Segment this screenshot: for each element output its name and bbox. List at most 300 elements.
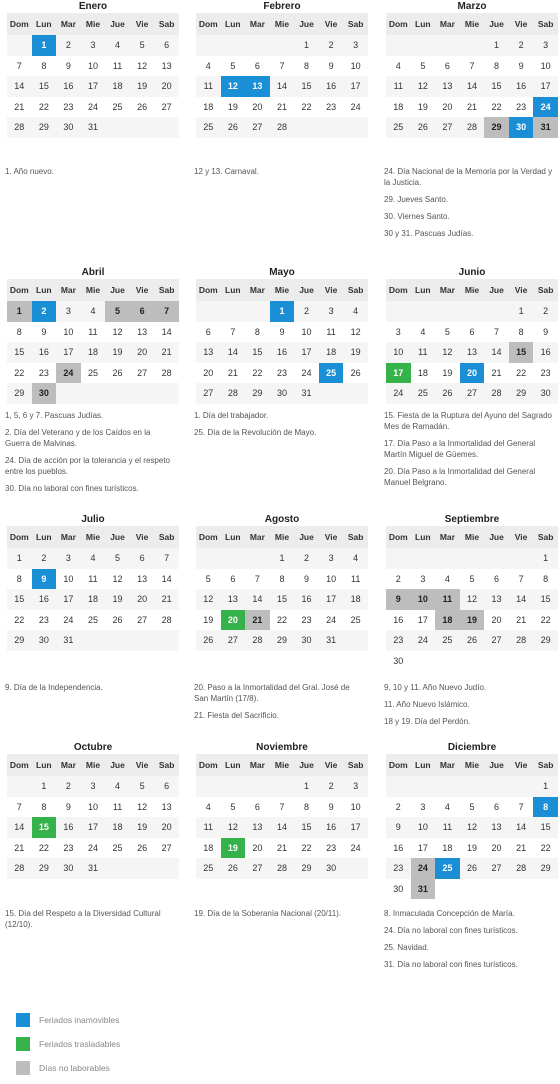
day-cell: 11: [442, 822, 453, 833]
day-cell: 9: [543, 326, 549, 337]
day-cell: 17: [417, 614, 428, 625]
day-cell: 27: [161, 842, 172, 853]
weekday-header: [7, 526, 179, 548]
week-row: [196, 569, 368, 590]
weekday-label: Vie: [514, 19, 528, 29]
weekday-label: Vie: [324, 532, 338, 542]
day-cell: 21: [245, 610, 270, 631]
weekday-label: Vie: [514, 760, 528, 770]
empty-cell: [245, 776, 270, 797]
empty-cell: [130, 858, 155, 879]
month-title: Julio: [81, 514, 105, 525]
day-cell: 9: [32, 569, 57, 590]
empty-cell: [105, 630, 130, 651]
weekday-label: Dom: [388, 760, 408, 770]
month-grid: [196, 279, 368, 404]
weekday-label: Sab: [158, 760, 175, 770]
day-cell: 27: [227, 635, 238, 646]
weekday-label: Lun: [225, 19, 241, 29]
day-cell: 21: [14, 101, 25, 112]
day-cell: 12: [466, 594, 477, 605]
week-row: [386, 76, 558, 97]
weekday-label: Sab: [158, 285, 175, 295]
empty-cell: [460, 548, 485, 569]
day-cell: 21: [491, 367, 502, 378]
empty-cell: [56, 383, 81, 404]
day-cell: 18: [112, 81, 123, 92]
day-cell: 6: [164, 781, 170, 792]
day-cell: 3: [90, 781, 96, 792]
week-row: [386, 548, 558, 569]
empty-cell: [386, 776, 411, 797]
empty-cell: [196, 301, 221, 322]
weekday-label: Dom: [388, 285, 408, 295]
day-cell: 1: [543, 781, 549, 792]
day-cell: 28: [161, 614, 172, 625]
month-notes: [5, 166, 177, 183]
day-cell: 13: [466, 347, 477, 358]
day-cell: 23: [38, 367, 49, 378]
empty-cell: [221, 776, 246, 797]
week-row: [386, 589, 558, 610]
day-cell: 18: [350, 594, 361, 605]
day-cell: 14: [14, 81, 25, 92]
week-row: [196, 776, 368, 797]
day-cell: 30: [393, 655, 404, 666]
day-cell: 11: [88, 326, 98, 337]
day-cell: 8: [533, 797, 558, 818]
day-cell: 23: [540, 367, 551, 378]
day-cell: 5: [139, 781, 145, 792]
empty-cell: [319, 117, 344, 138]
month-grid: [7, 279, 179, 404]
holiday-note: 17. Día Paso a la Inmortalidad del General Martín Miguel de Güemes.: [384, 439, 536, 459]
weekday-label: Dom: [9, 19, 29, 29]
day-cell: 10: [87, 60, 98, 71]
weekday-label: Lun: [415, 532, 431, 542]
day-cell: 8: [16, 573, 22, 584]
day-cell: 24: [87, 101, 98, 112]
month-septiembre: [386, 513, 558, 671]
day-cell: 22: [38, 101, 49, 112]
week-row: [7, 383, 179, 404]
weekday-label: Mar: [439, 285, 455, 295]
month-notes: [194, 908, 366, 925]
day-cell: 3: [65, 306, 71, 317]
day-cell: 6: [254, 60, 260, 71]
day-cell: 13: [203, 347, 214, 358]
week-row: [7, 363, 179, 384]
day-cell: 22: [14, 367, 25, 378]
month-febrero: [196, 0, 368, 138]
week-row: [196, 838, 368, 859]
day-cell: 9: [386, 589, 411, 610]
day-cell: 4: [420, 326, 426, 337]
day-cell: 14: [516, 822, 527, 833]
week-row: [196, 383, 368, 404]
day-cell: 24: [417, 635, 428, 646]
week-row: [196, 630, 368, 651]
day-cell: 8: [41, 60, 47, 71]
holiday-note: 29. Jueves Santo.: [384, 195, 449, 204]
week-row: [196, 858, 368, 879]
day-cell: 24: [411, 858, 436, 879]
weekday-label: Mar: [249, 532, 265, 542]
day-cell: 7: [469, 60, 475, 71]
weekday-label: Lun: [225, 760, 241, 770]
month-notes: [384, 682, 556, 733]
day-cell: 19: [203, 614, 214, 625]
day-cell: 10: [63, 326, 74, 337]
day-cell: 22: [38, 842, 49, 853]
day-cell: 8: [16, 326, 22, 337]
day-cell: 4: [205, 60, 211, 71]
week-row: [196, 363, 368, 384]
day-cell: 27: [442, 122, 453, 133]
empty-cell: [154, 858, 179, 879]
week-row: [7, 630, 179, 651]
month-notes: [5, 410, 177, 500]
day-cell: 28: [161, 367, 172, 378]
weekday-label: Mar: [60, 760, 76, 770]
legend-label: Días no laborables: [39, 1063, 110, 1073]
day-cell: 11: [88, 573, 98, 584]
empty-cell: [484, 548, 509, 569]
day-cell: 30: [301, 635, 312, 646]
weekday-label: Mie: [464, 760, 480, 770]
week-row: [386, 363, 558, 384]
empty-cell: [509, 651, 534, 672]
day-cell: 22: [540, 842, 551, 853]
day-cell: 31: [301, 388, 312, 399]
day-cell: 7: [254, 573, 260, 584]
day-cell: 30: [63, 863, 74, 874]
day-cell: 27: [137, 614, 148, 625]
weekday-label: Sab: [347, 760, 364, 770]
day-cell: 29: [516, 388, 527, 399]
day-cell: 26: [137, 101, 148, 112]
week-row: [196, 610, 368, 631]
day-cell: 19: [112, 594, 123, 605]
day-cell: 25: [87, 614, 98, 625]
day-cell: 16: [38, 347, 49, 358]
day-cell: 26: [112, 614, 123, 625]
month-title: Abril: [81, 267, 105, 278]
weekday-label: Mie: [85, 532, 101, 542]
week-row: [386, 817, 558, 838]
weekday-label: Dom: [198, 760, 218, 770]
day-cell: 19: [442, 367, 453, 378]
day-cell: 12: [350, 326, 361, 337]
empty-cell: [221, 301, 246, 322]
day-cell: 13: [491, 822, 502, 833]
day-cell: 19: [137, 81, 148, 92]
day-cell: 14: [466, 81, 477, 92]
day-cell: 12: [203, 594, 214, 605]
day-cell: 28: [276, 122, 287, 133]
day-cell: 4: [115, 40, 121, 51]
empty-cell: [509, 879, 534, 900]
day-cell: 25: [87, 367, 98, 378]
day-cell: 16: [326, 822, 337, 833]
day-cell: 2: [518, 40, 524, 51]
day-cell: 7: [494, 326, 500, 337]
day-cell: 4: [444, 573, 450, 584]
weekday-label: Jue: [299, 760, 314, 770]
month-grid: [386, 13, 558, 138]
week-row: [386, 383, 558, 404]
weekday-label: Dom: [198, 532, 218, 542]
day-cell: 10: [87, 801, 98, 812]
day-cell: 20: [161, 81, 172, 92]
day-cell: 3: [543, 40, 549, 51]
day-cell: 6: [130, 301, 155, 322]
day-cell: 4: [205, 801, 211, 812]
day-cell: 15: [301, 81, 312, 92]
empty-cell: [319, 383, 344, 404]
month-title: Junio: [458, 267, 486, 278]
month-mayo: [196, 266, 368, 404]
weekday-label: Lun: [36, 532, 52, 542]
week-row: [7, 838, 179, 859]
empty-cell: [196, 776, 221, 797]
day-cell: 3: [328, 306, 334, 317]
week-row: [386, 569, 558, 590]
day-cell: 28: [491, 388, 502, 399]
weekday-header: [386, 754, 558, 776]
day-cell: 4: [353, 553, 359, 564]
day-cell: 30: [32, 383, 57, 404]
day-cell: 1: [41, 781, 47, 792]
day-cell: 1: [304, 781, 310, 792]
day-cell: 16: [63, 81, 74, 92]
weekday-label: Sab: [347, 285, 364, 295]
day-cell: 9: [518, 60, 524, 71]
empty-cell: [294, 117, 319, 138]
day-cell: 1: [270, 301, 295, 322]
empty-cell: [105, 117, 130, 138]
weekday-label: Mie: [274, 532, 290, 542]
day-cell: 15: [276, 594, 287, 605]
weekday-label: Vie: [135, 532, 149, 542]
holiday-note: 30 y 31. Pascuas Judías.: [384, 229, 474, 238]
day-cell: 14: [227, 347, 238, 358]
month-marzo: [386, 0, 558, 138]
empty-cell: [81, 630, 106, 651]
day-cell: 16: [301, 594, 312, 605]
legend-label: Feriados trasladables: [39, 1039, 121, 1049]
day-cell: 27: [491, 635, 502, 646]
day-cell: 14: [161, 326, 172, 337]
legend-swatch-green: [16, 1037, 30, 1051]
holiday-note: 31. Día no laboral con fines turísticos.: [384, 960, 518, 969]
week-row: [386, 301, 558, 322]
holiday-note: 19. Día de la Soberanía Nacional (20/11).: [194, 909, 342, 918]
day-cell: 21: [227, 367, 238, 378]
day-cell: 25: [417, 388, 428, 399]
day-cell: 2: [304, 306, 310, 317]
day-cell: 4: [353, 306, 359, 317]
day-cell: 16: [393, 614, 404, 625]
holiday-note: 21. Fiesta del Sacrificio.: [194, 711, 279, 720]
day-cell: 20: [491, 842, 502, 853]
weekday-label: Jue: [110, 760, 125, 770]
weekday-label: Mar: [439, 19, 455, 29]
day-cell: 14: [14, 822, 25, 833]
day-cell: 20: [442, 101, 453, 112]
day-cell: 15: [252, 347, 263, 358]
day-cell: 16: [38, 594, 49, 605]
day-cell: 23: [516, 101, 527, 112]
weekday-header: [386, 279, 558, 301]
day-cell: 17: [301, 347, 312, 358]
day-cell: 24: [301, 367, 312, 378]
day-cell: 8: [279, 573, 285, 584]
day-cell: 17: [386, 363, 411, 384]
month-title: Noviembre: [256, 742, 308, 753]
day-cell: 29: [276, 635, 287, 646]
month-title: Octubre: [73, 742, 113, 753]
empty-cell: [435, 651, 460, 672]
empty-cell: [435, 301, 460, 322]
day-cell: 25: [319, 363, 344, 384]
day-cell: 17: [326, 594, 337, 605]
day-cell: 17: [350, 81, 361, 92]
day-cell: 24: [63, 614, 74, 625]
day-cell: 2: [41, 553, 47, 564]
day-cell: 26: [466, 635, 477, 646]
weekday-label: Mar: [60, 532, 76, 542]
empty-cell: [509, 776, 534, 797]
day-cell: 4: [90, 553, 96, 564]
day-cell: 12: [137, 60, 148, 71]
weekday-label: Mar: [249, 19, 265, 29]
day-cell: 11: [203, 822, 213, 833]
day-cell: 4: [444, 801, 450, 812]
weekday-header: [196, 526, 368, 548]
day-cell: 8: [494, 60, 500, 71]
week-row: [7, 548, 179, 569]
empty-cell: [7, 35, 32, 56]
weekday-header: [386, 526, 558, 548]
weekday-label: Jue: [299, 532, 314, 542]
weekday-label: Sab: [347, 19, 364, 29]
weekday-label: Jue: [110, 532, 125, 542]
day-cell: 25: [393, 122, 404, 133]
day-cell: 6: [205, 326, 211, 337]
day-cell: 6: [494, 801, 500, 812]
week-row: [196, 589, 368, 610]
day-cell: 31: [63, 635, 74, 646]
weekday-label: Mie: [85, 19, 101, 29]
month-grid: [196, 526, 368, 651]
weekday-label: Dom: [9, 285, 29, 295]
day-cell: 21: [276, 842, 287, 853]
empty-cell: [460, 301, 485, 322]
day-cell: 30: [276, 388, 287, 399]
day-cell: 8: [254, 326, 260, 337]
weekday-label: Jue: [489, 19, 504, 29]
holiday-note: 2. Día del Veterano y de los Caídos en la Guerra de Malvinas.: [5, 428, 151, 448]
week-row: [7, 610, 179, 631]
day-cell: 12: [442, 347, 453, 358]
day-cell: 13: [137, 573, 148, 584]
week-row: [386, 35, 558, 56]
day-cell: 24: [350, 101, 361, 112]
day-cell: 31: [87, 122, 98, 133]
day-cell: 28: [466, 122, 477, 133]
day-cell: 1: [16, 553, 22, 564]
holiday-note: 30. Día no laboral con fines turísticos.: [5, 484, 139, 493]
legend-swatch-gray: [16, 1061, 30, 1075]
day-cell: 30: [63, 122, 74, 133]
month-notes: [194, 166, 366, 183]
day-cell: 2: [328, 781, 334, 792]
day-cell: 15: [38, 81, 49, 92]
week-row: [7, 322, 179, 343]
day-cell: 29: [252, 388, 263, 399]
day-cell: 13: [137, 326, 148, 337]
day-cell: 20: [137, 594, 148, 605]
day-cell: 17: [63, 347, 74, 358]
empty-cell: [270, 35, 295, 56]
day-cell: 19: [466, 842, 477, 853]
weekday-header: [196, 13, 368, 35]
day-cell: 13: [491, 594, 502, 605]
month-notes: [384, 908, 556, 976]
weekday-label: Mar: [60, 285, 76, 295]
week-row: [196, 117, 368, 138]
day-cell: 29: [14, 388, 25, 399]
day-cell: 7: [230, 326, 236, 337]
week-row: [196, 35, 368, 56]
day-cell: 27: [491, 863, 502, 874]
empty-cell: [460, 35, 485, 56]
day-cell: 10: [350, 60, 361, 71]
empty-cell: [154, 117, 179, 138]
month-agosto: [196, 513, 368, 651]
day-cell: 2: [328, 40, 334, 51]
day-cell: 29: [540, 635, 551, 646]
day-cell: 29: [38, 122, 49, 133]
day-cell: 10: [326, 573, 337, 584]
day-cell: 12: [112, 326, 123, 337]
holiday-note: 20. Paso a la Inmortalidad del Gral. José de San Martín (17/8).: [194, 683, 350, 703]
holiday-note: 25. Día de la Revolución de Mayo.: [194, 428, 317, 437]
week-row: [7, 569, 179, 590]
day-cell: 2: [304, 553, 310, 564]
month-abril: [7, 266, 179, 404]
day-cell: 3: [395, 326, 401, 337]
day-cell: 10: [350, 801, 361, 812]
day-cell: 1: [543, 553, 549, 564]
empty-cell: [533, 879, 558, 900]
day-cell: 11: [326, 326, 336, 337]
month-notes: [194, 682, 366, 727]
day-cell: 12: [466, 822, 477, 833]
empty-cell: [435, 879, 460, 900]
day-cell: 5: [115, 553, 121, 564]
legend-swatch-blue: [16, 1013, 30, 1027]
day-cell: 7: [518, 573, 524, 584]
week-row: [196, 322, 368, 343]
weekday-header: [386, 13, 558, 35]
day-cell: 12: [112, 573, 123, 584]
day-cell: 6: [139, 553, 145, 564]
week-row: [7, 858, 179, 879]
day-cell: 23: [393, 635, 404, 646]
day-cell: 17: [87, 822, 98, 833]
